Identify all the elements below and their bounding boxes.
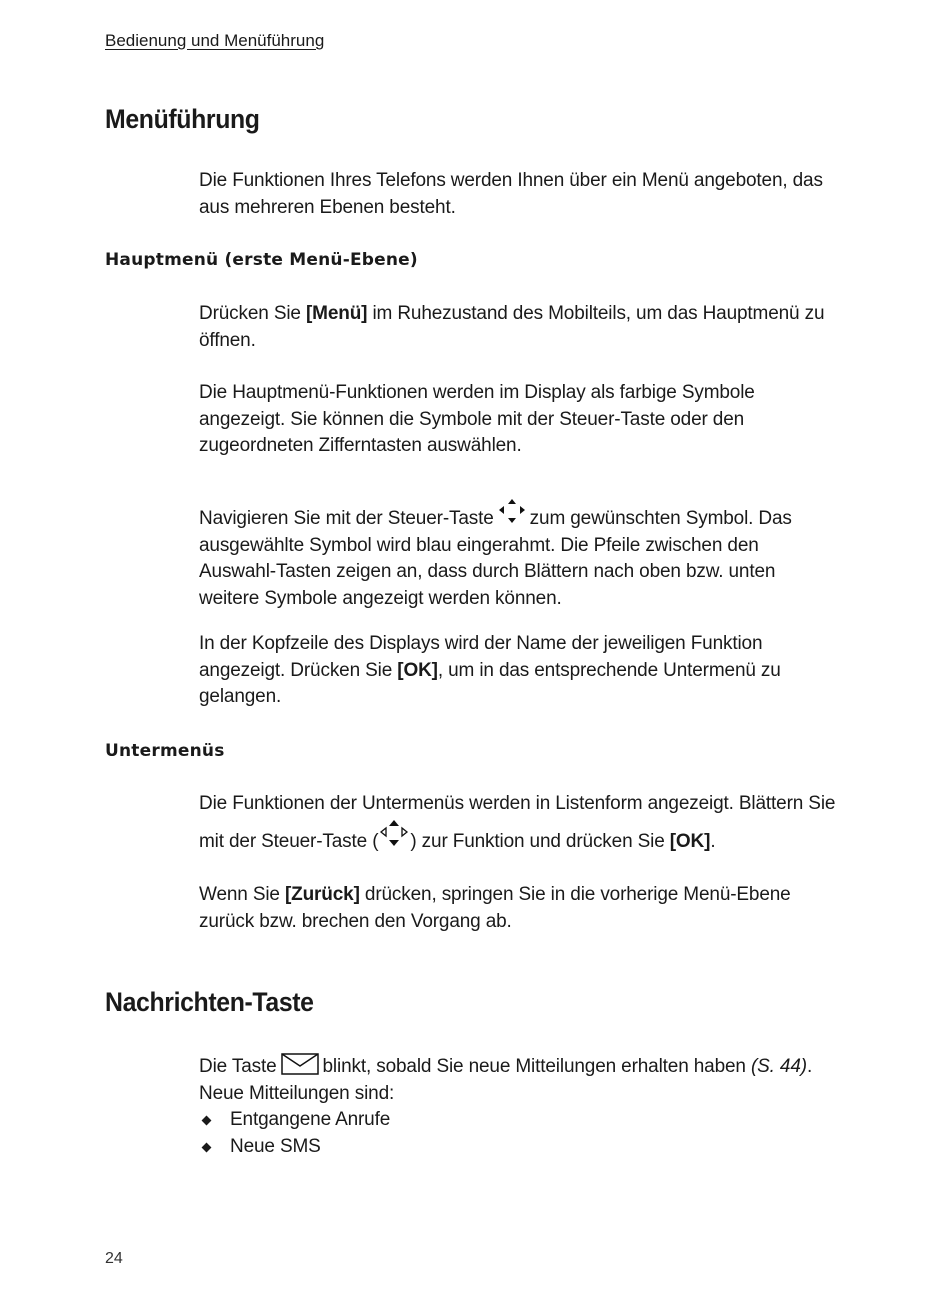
bullet-diamond-icon bbox=[202, 1142, 212, 1152]
key-menu: [Menü] bbox=[305, 303, 368, 324]
mainmenu-paragraph-3: Navigieren Sie mit der Steuer-Taste zum gewünschten Symbol. Das ausgewählte Symbol wird blau eingerahmt. Die Pfeile zwischen den Auswahl-Tasten zeigen an, dass durch Blättern nach oben bzw. unten weitere Symbole angezeigt werden können. bbox=[199, 497, 839, 612]
menu-intro: Die Funktionen Ihres Telefons werden Ihnen über ein Menü angeboten, das aus mehreren Ebenen besteht. bbox=[199, 170, 823, 218]
subsection-title-submenus: Untermenüs bbox=[105, 741, 225, 761]
running-header: Bedienung und Menüführung bbox=[105, 31, 325, 50]
page-number: 24 bbox=[105, 1250, 123, 1267]
mainmenu-paragraph-2: Die Hauptmenü-Funktionen werden im Display als farbige Symbole angezeigt. Sie können die Symbole mit der Steuer-Taste oder den zugeordneten Zifferntasten auswählen. bbox=[199, 382, 755, 456]
envelope-icon bbox=[281, 1053, 319, 1075]
key-ok-2: [OK] bbox=[669, 830, 711, 852]
section-title-menu: Menüführung bbox=[105, 104, 260, 134]
section-title-messages: Nachrichten-Taste bbox=[105, 987, 314, 1017]
bullet-diamond-icon bbox=[202, 1116, 212, 1126]
page-reference[interactable]: (S. 44) bbox=[750, 1056, 807, 1077]
submenus-paragraph-1: Die Funktionen der Untermenüs werden in Listenform angezeigt. Blättern Sie mit der Steuer-Taste ( ) zur Funktion und drücken Sie [OK]. bbox=[199, 793, 836, 852]
navigation-key-updown-icon bbox=[379, 818, 409, 850]
key-ok: [OK] bbox=[397, 659, 438, 681]
subsection-title-mainmenu: Hauptmenü (erste Menü-Ebene) bbox=[105, 250, 418, 270]
messages-paragraph-1: Die Taste blinkt, sobald Sie neue Mitteilungen erhalten haben (S. 44). bbox=[199, 1053, 839, 1081]
messages-paragraph-line2: Neue Mitteilungen sind: bbox=[199, 1082, 395, 1104]
list-item: Neue SMS bbox=[199, 1134, 839, 1161]
message-types-list bbox=[199, 1107, 839, 1160]
list-item: Entgangene Anrufe bbox=[199, 1107, 839, 1134]
submenus-paragraph-2: Wenn Sie [Zurück] drücken, springen Sie in die vorherige Menü-Ebene zurück bzw. brechen den Vorgang ab. bbox=[199, 884, 791, 932]
navigation-key-icon bbox=[497, 497, 527, 527]
key-back: [Zurück] bbox=[284, 884, 360, 905]
messages-block bbox=[199, 1053, 839, 1160]
mainmenu-paragraph-4: In der Kopfzeile des Displays wird der Name der jeweiligen Funktion angezeigt. Drücken Sie [OK], um in das entsprechende Untermenü zu gelangen. bbox=[199, 633, 781, 707]
mainmenu-paragraph-1: Drücken Sie [Menü] im Ruhezustand des Mobilteils, um das Hauptmenü zu öffnen. bbox=[199, 303, 825, 351]
